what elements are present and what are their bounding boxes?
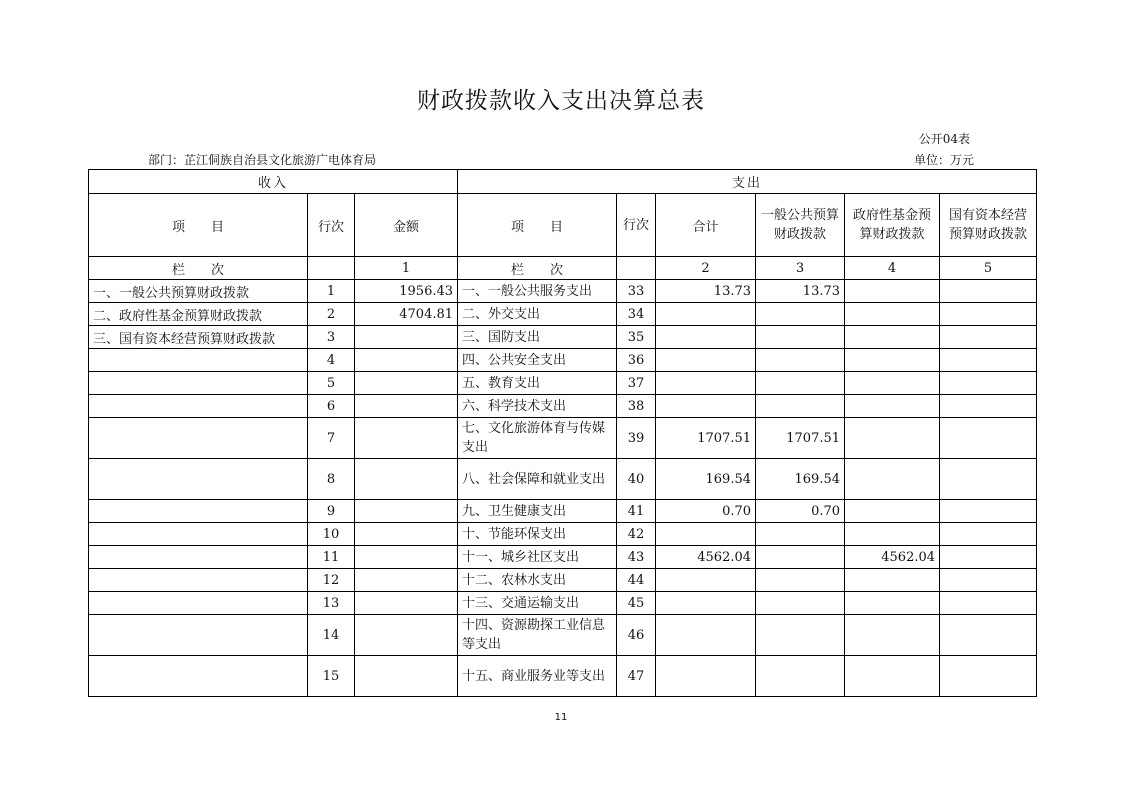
income-line: 3 [308, 326, 355, 349]
income-header: 收入 [89, 170, 458, 194]
income-amount [355, 592, 458, 615]
expense-line: 44 [617, 569, 656, 592]
income-item [89, 656, 308, 697]
state-capital-amount [940, 615, 1037, 656]
state-capital-amount [940, 569, 1037, 592]
expense-item: 五、教育支出 [458, 372, 617, 395]
state-capital-amount [940, 326, 1037, 349]
income-item [89, 523, 308, 546]
expense-line: 33 [617, 280, 656, 303]
gov-fund-amount [845, 418, 940, 459]
expense-item: 十五、商业服务业等支出 [458, 656, 617, 697]
gov-fund-header: 政府性基金预算财政拨款 [845, 194, 940, 257]
general-budget-amount [756, 303, 845, 326]
income-line: 7 [308, 418, 355, 459]
expense-item: 一、一般公共服务支出 [458, 280, 617, 303]
gov-fund-amount [845, 395, 940, 418]
expense-line: 38 [617, 395, 656, 418]
income-line: 12 [308, 569, 355, 592]
gov-fund-amount [845, 459, 940, 500]
income-line: 1 [308, 280, 355, 303]
gov-fund-amount [845, 569, 940, 592]
income-item [89, 592, 308, 615]
income-amount: 4704.81 [355, 303, 458, 326]
table-row [89, 656, 1037, 697]
general-budget-amount: 0.70 [756, 500, 845, 523]
expense-item: 六、科学技术支出 [458, 395, 617, 418]
table-row [89, 349, 1037, 372]
income-item [89, 546, 308, 569]
gov-fund-amount [845, 349, 940, 372]
expense-item: 二、外交支出 [458, 303, 617, 326]
income-item [89, 418, 308, 459]
state-capital-amount [940, 523, 1037, 546]
expense-item: 四、公共安全支出 [458, 349, 617, 372]
form-number: 公开04表 [918, 132, 970, 146]
total-amount [656, 349, 756, 372]
table-row [89, 395, 1037, 418]
income-amount [355, 656, 458, 697]
expense-line: 46 [617, 615, 656, 656]
fiscal-summary-table [88, 169, 1037, 697]
total-amount: 169.54 [656, 459, 756, 500]
column-number: 3 [756, 257, 845, 280]
general-budget-amount: 1707.51 [756, 418, 845, 459]
total-amount [656, 615, 756, 656]
empty-cell [308, 257, 355, 280]
income-item: 二、政府性基金预算财政拨款 [89, 303, 308, 326]
income-amount [355, 459, 458, 500]
income-line: 8 [308, 459, 355, 500]
income-amount-header: 金额 [355, 194, 458, 257]
state-capital-amount [940, 372, 1037, 395]
general-budget-amount [756, 592, 845, 615]
income-amount [355, 395, 458, 418]
table-row [89, 459, 1037, 500]
income-item [89, 569, 308, 592]
expense-line-header: 行次 [617, 194, 656, 257]
expense-line: 42 [617, 523, 656, 546]
expense-item: 七、文化旅游体育与传媒支出 [458, 418, 617, 459]
gov-fund-amount [845, 615, 940, 656]
expense-line: 39 [617, 418, 656, 459]
gov-fund-amount [845, 592, 940, 615]
general-budget-amount [756, 656, 845, 697]
expense-item: 十三、交通运输支出 [458, 592, 617, 615]
expense-item: 十四、资源勘探工业信息等支出 [458, 615, 617, 656]
income-amount [355, 349, 458, 372]
income-line: 2 [308, 303, 355, 326]
general-budget-amount [756, 615, 845, 656]
expense-item: 九、卫生健康支出 [458, 500, 617, 523]
income-line: 13 [308, 592, 355, 615]
column-label: 栏 次 [458, 257, 617, 280]
total-amount [656, 326, 756, 349]
general-budget-amount: 13.73 [756, 280, 845, 303]
income-amount [355, 615, 458, 656]
income-line: 5 [308, 372, 355, 395]
state-capital-amount [940, 500, 1037, 523]
expense-line: 37 [617, 372, 656, 395]
gov-fund-amount [845, 500, 940, 523]
income-line: 9 [308, 500, 355, 523]
table-row [89, 500, 1037, 523]
section-header-row [89, 170, 1037, 194]
expense-line: 40 [617, 459, 656, 500]
state-capital-header: 国有资本经营预算财政拨款 [940, 194, 1037, 257]
total-amount: 13.73 [656, 280, 756, 303]
total-amount [656, 395, 756, 418]
table-row [89, 303, 1037, 326]
income-amount [355, 500, 458, 523]
total-amount: 4562.04 [656, 546, 756, 569]
empty-cell [617, 257, 656, 280]
gov-fund-amount [845, 523, 940, 546]
page-number: 11 [554, 712, 568, 723]
state-capital-amount [940, 459, 1037, 500]
expense-item: 八、社会保障和就业支出 [458, 459, 617, 500]
total-amount: 1707.51 [656, 418, 756, 459]
income-line: 11 [308, 546, 355, 569]
total-header: 合计 [656, 194, 756, 257]
expense-item: 十、节能环保支出 [458, 523, 617, 546]
table-row [89, 546, 1037, 569]
page-title: 财政拨款收入支出决算总表 [417, 88, 705, 114]
expense-line: 34 [617, 303, 656, 326]
table-row [89, 280, 1037, 303]
income-amount [355, 418, 458, 459]
income-item [89, 349, 308, 372]
expense-item: 三、国防支出 [458, 326, 617, 349]
column-number-row [89, 257, 1037, 280]
state-capital-amount [940, 349, 1037, 372]
expense-line: 43 [617, 546, 656, 569]
general-budget-amount [756, 569, 845, 592]
general-budget-amount [756, 372, 845, 395]
expense-item: 十一、城乡社区支出 [458, 546, 617, 569]
general-budget-amount [756, 523, 845, 546]
expense-header: 支出 [458, 170, 1037, 194]
income-line: 4 [308, 349, 355, 372]
column-number: 4 [845, 257, 940, 280]
state-capital-amount [940, 303, 1037, 326]
column-header-row [89, 194, 1037, 257]
expense-line: 45 [617, 592, 656, 615]
gov-fund-amount [845, 303, 940, 326]
expense-item: 十二、农林水支出 [458, 569, 617, 592]
column-label: 栏 次 [89, 257, 308, 280]
total-amount [656, 303, 756, 326]
total-amount [656, 372, 756, 395]
income-item [89, 615, 308, 656]
income-amount [355, 326, 458, 349]
income-item [89, 372, 308, 395]
income-line: 15 [308, 656, 355, 697]
expense-line: 35 [617, 326, 656, 349]
table-row [89, 372, 1037, 395]
unit-label: 单位：万元 [913, 153, 974, 167]
income-amount [355, 372, 458, 395]
income-amount [355, 569, 458, 592]
state-capital-amount [940, 546, 1037, 569]
total-amount [656, 523, 756, 546]
total-amount: 0.70 [656, 500, 756, 523]
total-amount [656, 592, 756, 615]
income-item-header: 项 目 [89, 194, 308, 257]
state-capital-amount [940, 418, 1037, 459]
state-capital-amount [940, 592, 1037, 615]
table-row [89, 592, 1037, 615]
table-row [89, 418, 1037, 459]
income-amount: 1956.43 [355, 280, 458, 303]
general-budget-header: 一般公共预算财政拨款 [756, 194, 845, 257]
general-budget-amount [756, 546, 845, 569]
expense-line: 41 [617, 500, 656, 523]
state-capital-amount [940, 395, 1037, 418]
column-number: 1 [355, 257, 458, 280]
gov-fund-amount: 4562.04 [845, 546, 940, 569]
income-line: 10 [308, 523, 355, 546]
income-item [89, 500, 308, 523]
income-item: 三、国有资本经营预算财政拨款 [89, 326, 308, 349]
table-row [89, 569, 1037, 592]
general-budget-amount [756, 395, 845, 418]
income-item [89, 459, 308, 500]
income-amount [355, 546, 458, 569]
general-budget-amount: 169.54 [756, 459, 845, 500]
total-amount [656, 569, 756, 592]
column-number: 5 [940, 257, 1037, 280]
expense-line: 47 [617, 656, 656, 697]
general-budget-amount [756, 349, 845, 372]
expense-line: 36 [617, 349, 656, 372]
table-row [89, 523, 1037, 546]
income-line: 14 [308, 615, 355, 656]
table-row [89, 326, 1037, 349]
income-line-header: 行次 [308, 194, 355, 257]
income-amount [355, 523, 458, 546]
expense-item-header: 项 目 [458, 194, 617, 257]
table-row [89, 615, 1037, 656]
general-budget-amount [756, 326, 845, 349]
total-amount [656, 656, 756, 697]
department-label: 部门：芷江侗族自治县文化旅游广电体育局 [148, 153, 377, 167]
gov-fund-amount [845, 656, 940, 697]
income-item: 一、一般公共预算财政拨款 [89, 280, 308, 303]
income-line: 6 [308, 395, 355, 418]
income-item [89, 395, 308, 418]
gov-fund-amount [845, 326, 940, 349]
gov-fund-amount [845, 372, 940, 395]
column-number: 2 [656, 257, 756, 280]
state-capital-amount [940, 280, 1037, 303]
gov-fund-amount [845, 280, 940, 303]
state-capital-amount [940, 656, 1037, 697]
